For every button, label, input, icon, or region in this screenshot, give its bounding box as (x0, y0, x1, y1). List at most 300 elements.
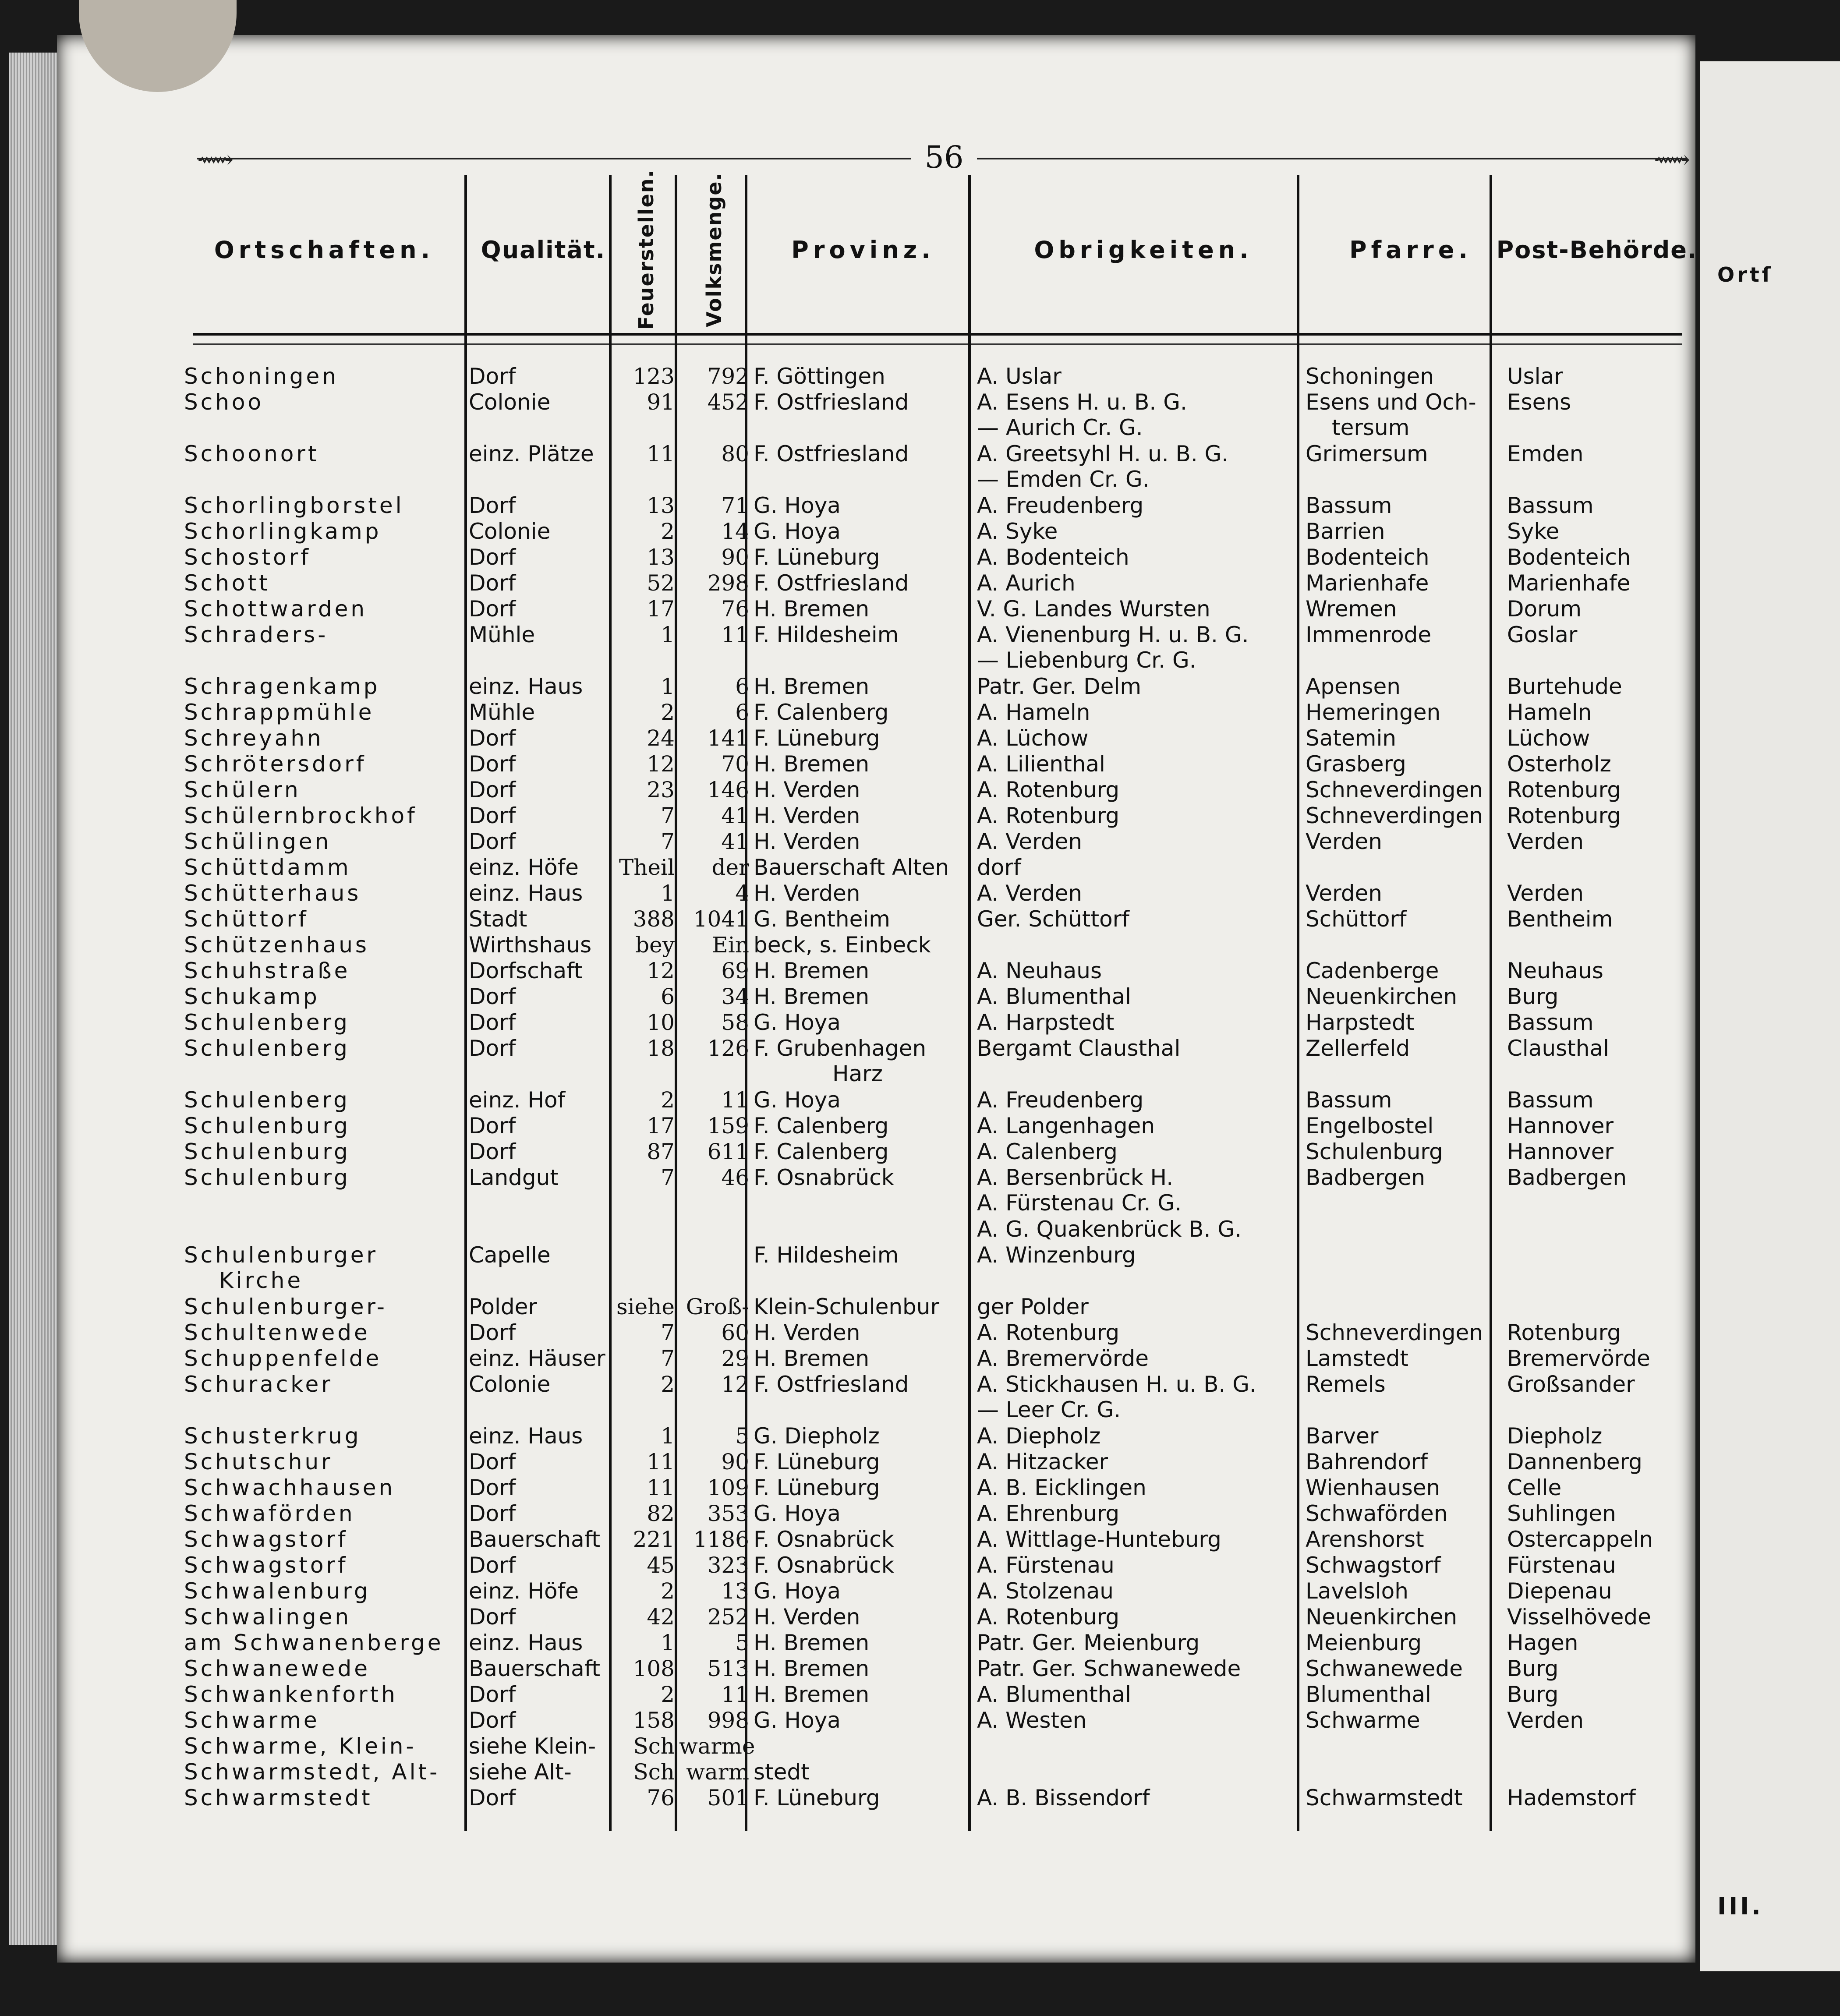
population-cell (679, 1139, 749, 1164)
quality-text: Dorf (469, 1036, 516, 1061)
authority-text: Patr. Ger. Meienburg (977, 1630, 1200, 1655)
population-cell (679, 1553, 749, 1578)
population-cell (679, 1165, 749, 1190)
parish-cell (1306, 1578, 1503, 1604)
authority-text: A. Lilienthal (977, 751, 1105, 777)
place-name-cell (184, 881, 460, 906)
province-cell (754, 622, 973, 647)
parish-text: Bodenteich (1306, 545, 1430, 570)
authority-text: A. Esens H. u. B. G. (977, 389, 1187, 415)
table-row (184, 881, 1691, 906)
hearths-text: 2 (661, 700, 675, 725)
quality-text: Dorf (469, 1010, 516, 1035)
parish-cell (1306, 1320, 1503, 1345)
place-name-text: Schoonort (184, 441, 319, 467)
table-row (184, 1372, 1691, 1423)
province-cell (754, 493, 973, 518)
authority-cell (977, 725, 1301, 751)
parish-cell (1306, 1630, 1503, 1655)
province-text: G. Hoya (754, 1578, 841, 1604)
population-cell (679, 777, 749, 803)
province-cell (754, 906, 973, 932)
hearths-text: 23 (647, 777, 675, 803)
authority-text: A. Harpstedt (977, 1010, 1115, 1035)
population-cell (679, 545, 749, 570)
table-row (184, 493, 1691, 519)
table-row (184, 906, 1691, 932)
authority-text: A. Stolzenau (977, 1578, 1114, 1604)
post-office-text: Marienhafe (1507, 570, 1631, 596)
province-text: G. Hoya (754, 519, 841, 544)
parish-text: Schneverdingen (1306, 803, 1483, 828)
table-row (184, 829, 1691, 855)
place-name-text: Schüttorf (184, 906, 309, 932)
parish-text: Grimersum (1306, 441, 1428, 467)
place-name-cell (184, 777, 460, 803)
place-name-text: Schwachhausen (184, 1475, 396, 1500)
hearths-cell (613, 1372, 675, 1397)
hearths-text: 18 (647, 1036, 675, 1061)
hearths-text: 76 (647, 1785, 675, 1811)
place-name-cell (184, 725, 460, 751)
authority-text: A. Greetsyhl H. u. B. G. (977, 441, 1229, 467)
authority-cell (977, 1087, 1301, 1113)
place-name-text: Schorlingkamp (184, 519, 382, 544)
quality-text: Dorfschaft (469, 958, 583, 983)
parish-cell (1306, 570, 1503, 596)
authority-cell (977, 1165, 1301, 1216)
header-authorities: Obrigkeiten. (1034, 236, 1253, 264)
post-office-cell (1507, 441, 1691, 467)
post-office-cell (1507, 1578, 1691, 1604)
parish-cell (1306, 389, 1503, 440)
post-office-cell (1507, 519, 1691, 544)
table-row (184, 1217, 1691, 1242)
table-row (184, 441, 1691, 493)
hearths-text: 7 (661, 1346, 675, 1371)
quality-text: Capelle (469, 1242, 551, 1268)
hearths-cell (613, 519, 675, 544)
post-office-cell (1507, 1475, 1691, 1500)
province-cell (754, 958, 973, 983)
province-text: H. Bremen (754, 1682, 870, 1707)
place-name-text: Schulenburger (184, 1242, 379, 1268)
table-row (184, 1139, 1691, 1165)
facing-page-header: Ortſ (1717, 263, 1773, 286)
population-cell (679, 1708, 749, 1733)
province-text: Klein-Schulenbur (754, 1294, 939, 1319)
place-name-cell (184, 545, 460, 570)
authority-text: A. Bremervörde (977, 1346, 1149, 1371)
hearths-cell (613, 932, 675, 958)
hearths-cell (613, 1501, 675, 1526)
post-office-cell (1507, 829, 1691, 854)
quality-cell (469, 1553, 609, 1578)
post-office-cell (1507, 751, 1691, 777)
parish-cell (1306, 725, 1503, 751)
quality-cell (469, 1294, 609, 1319)
post-office-text: Fürstenau (1507, 1553, 1616, 1578)
authority-cell (977, 1553, 1301, 1578)
authority-cell (977, 1113, 1301, 1139)
population-text: warme (679, 1733, 755, 1759)
place-name-text: Schwarmstedt (184, 1785, 373, 1811)
post-office-cell (1507, 1527, 1691, 1552)
population-cell (679, 441, 749, 467)
quality-text: Dorf (469, 1449, 516, 1475)
authority-text: Ger. Schüttorf (977, 906, 1129, 932)
population-text: 513 (707, 1656, 749, 1681)
post-office-cell (1507, 725, 1691, 751)
population-text: 109 (707, 1475, 749, 1500)
authority-cell (977, 958, 1301, 983)
authority-cell (977, 493, 1301, 518)
table-row (184, 1630, 1691, 1656)
parish-text: Satemin (1306, 725, 1397, 751)
place-name-cell (184, 855, 460, 880)
population-text: 501 (707, 1785, 749, 1811)
parish-cell (1306, 906, 1503, 932)
table-row (184, 984, 1691, 1010)
authority-cell (977, 1527, 1301, 1552)
place-name-cell (184, 829, 460, 854)
place-name-text: Schuhstraße (184, 958, 350, 983)
post-office-cell (1507, 1113, 1691, 1139)
authority-text: A. Stickhausen H. u. B. G. (977, 1372, 1256, 1397)
hearths-cell (613, 906, 675, 932)
post-office-text: Bassum (1507, 493, 1594, 518)
post-office-text: Ostercappeln (1507, 1527, 1653, 1552)
post-office-text: Hannover (1507, 1139, 1614, 1164)
post-office-cell (1507, 984, 1691, 1009)
parish-cell (1306, 545, 1503, 570)
place-name-text: Schwagstorf (184, 1553, 348, 1578)
post-office-cell (1507, 1630, 1691, 1655)
place-name-cell (184, 1087, 460, 1113)
place-name-text: Schulenburg (184, 1113, 350, 1139)
place-name-cell (184, 1656, 460, 1681)
table-row (184, 1708, 1691, 1733)
place-name-text: Schultenwede (184, 1320, 370, 1345)
population-cell (679, 1346, 749, 1371)
post-office-text: Dorum (1507, 596, 1582, 622)
population-text: 126 (707, 1036, 749, 1061)
place-name-text: Schütterhaus (184, 881, 361, 906)
quality-cell (469, 1372, 609, 1397)
hearths-text: 91 (647, 389, 675, 415)
population-text: 90 (721, 1449, 749, 1475)
authority-cell (977, 1630, 1301, 1655)
post-office-text: Verden (1507, 1708, 1584, 1733)
table-header (188, 169, 1698, 330)
hearths-text: 13 (647, 493, 675, 518)
post-office-cell (1507, 596, 1691, 622)
quality-cell (469, 364, 609, 389)
province-text: H. Bremen (754, 1656, 870, 1681)
table-row (184, 622, 1691, 674)
parish-text: Blumenthal (1306, 1682, 1431, 1707)
header-parish: Pfarre. (1349, 236, 1472, 264)
table-row (184, 570, 1691, 596)
parish-cell (1306, 1449, 1503, 1475)
province-cell (754, 1423, 973, 1449)
population-cell (679, 1475, 749, 1500)
parish-text: Bassum (1306, 1087, 1392, 1113)
parish-cell (1306, 1139, 1503, 1164)
authority-text: A. Rotenburg (977, 1320, 1120, 1345)
authority-cell (977, 1708, 1301, 1733)
authority-text: ger Polder (977, 1294, 1089, 1319)
table-row (184, 1604, 1691, 1630)
quality-text: Landgut (469, 1165, 559, 1190)
authority-text: A. Lüchow (977, 725, 1089, 751)
post-office-text: Clausthal (1507, 1036, 1610, 1061)
province-text: G. Hoya (754, 1501, 841, 1526)
quality-cell (469, 1010, 609, 1035)
place-name-text: Schülernbrockhof (184, 803, 418, 828)
quality-cell (469, 1785, 609, 1811)
quality-text: Mühle (469, 622, 535, 647)
province-text: stedt (754, 1759, 810, 1785)
parish-text: Schwarmstedt (1306, 1785, 1463, 1811)
province-text: G. Hoya (754, 1087, 841, 1113)
parish-text: Schwaförden (1306, 1501, 1448, 1526)
post-office-cell (1507, 1372, 1691, 1397)
province-cell (754, 1604, 973, 1630)
quality-cell (469, 1656, 609, 1681)
quality-cell (469, 1423, 609, 1449)
population-cell (679, 984, 749, 1009)
post-office-text: Syke (1507, 519, 1560, 544)
authority-cell (977, 1449, 1301, 1475)
hearths-cell (613, 1320, 675, 1345)
population-cell (679, 881, 749, 906)
authority-cell (977, 1217, 1301, 1242)
quality-cell (469, 1346, 609, 1371)
parish-cell (1306, 1604, 1503, 1630)
quality-text: Bauerschaft (469, 1527, 601, 1552)
quality-text: Dorf (469, 1604, 516, 1630)
authority-cell (977, 1475, 1301, 1500)
hearths-text: 11 (647, 441, 675, 467)
hearths-cell (613, 441, 675, 467)
hearths-text: 2 (661, 519, 675, 544)
quality-text: Dorf (469, 1553, 516, 1578)
parish-cell (1306, 441, 1503, 467)
population-cell (679, 1501, 749, 1526)
parish-text: Cadenberge (1306, 958, 1439, 983)
parish-text: Wremen (1306, 596, 1397, 622)
hearths-cell (613, 596, 675, 622)
hearths-text: Sch (633, 1759, 675, 1785)
quality-cell (469, 932, 609, 958)
post-office-cell (1507, 1708, 1691, 1733)
facing-page (1700, 61, 1840, 1971)
quality-cell (469, 984, 609, 1009)
place-name-cell (184, 803, 460, 828)
parish-text: Lavelsloh (1306, 1578, 1408, 1604)
authority-text-continued: A. Fürstenau Cr. G. (977, 1190, 1182, 1216)
quality-cell (469, 881, 609, 906)
authority-text-continued: — Emden Cr. G. (977, 467, 1150, 492)
quality-cell (469, 1139, 609, 1164)
quality-text: Dorf (469, 1320, 516, 1345)
quality-cell (469, 1682, 609, 1707)
hearths-text: 108 (633, 1656, 675, 1681)
authority-text-continued: — Leer Cr. G. (977, 1397, 1121, 1422)
place-name-text: Schutschur (184, 1449, 333, 1475)
authority-text-continued: — Aurich Cr. G. (977, 415, 1143, 440)
hearths-text: 7 (661, 803, 675, 828)
province-text: H. Bremen (754, 1630, 870, 1655)
quality-cell (469, 1733, 609, 1759)
quality-text: einz. Hof (469, 1087, 566, 1113)
place-name-cell (184, 519, 460, 544)
province-cell (754, 674, 973, 699)
post-office-text: Uslar (1507, 364, 1563, 389)
hearths-text: 42 (647, 1604, 675, 1630)
population-cell (679, 1372, 749, 1397)
place-name-text: Schostorf (184, 545, 311, 570)
post-office-text: Esens (1507, 389, 1571, 415)
authority-text: A. Aurich (977, 570, 1076, 596)
population-cell (679, 855, 749, 880)
authority-cell (977, 881, 1301, 906)
population-text: 353 (707, 1501, 749, 1526)
parish-cell (1306, 829, 1503, 854)
province-cell (754, 1501, 973, 1526)
table-row (184, 1087, 1691, 1113)
hearths-text: 158 (633, 1708, 675, 1733)
quality-cell (469, 906, 609, 932)
province-cell (754, 1475, 973, 1500)
population-text: 41 (721, 803, 749, 828)
hearths-text: 13 (647, 545, 675, 570)
parish-cell (1306, 984, 1503, 1009)
province-text: F. Calenberg (754, 1113, 889, 1139)
province-cell (754, 855, 973, 880)
population-cell (679, 519, 749, 544)
post-office-cell (1507, 545, 1691, 570)
place-name-cell (184, 1553, 460, 1578)
hearths-cell (613, 674, 675, 699)
population-text: 11 (721, 1682, 749, 1707)
hearths-text: 10 (647, 1010, 675, 1035)
post-office-cell (1507, 1785, 1691, 1811)
parish-text: Schwagstorf (1306, 1553, 1441, 1578)
post-office-text: Suhlingen (1507, 1501, 1616, 1526)
table-row (184, 1320, 1691, 1346)
parish-text: Schulenburg (1306, 1139, 1443, 1164)
parish-cell (1306, 519, 1503, 544)
hearths-cell (613, 1346, 675, 1371)
post-office-cell (1507, 1165, 1691, 1190)
population-cell (679, 493, 749, 518)
post-office-cell (1507, 493, 1691, 518)
population-cell (679, 803, 749, 828)
hearths-text: 1 (661, 674, 675, 699)
population-cell (679, 1656, 749, 1681)
population-cell (679, 1036, 749, 1061)
hearths-text: bey (635, 932, 675, 958)
parish-cell (1306, 1036, 1503, 1061)
post-office-cell (1507, 1010, 1691, 1035)
population-text: 298 (707, 570, 749, 596)
hearths-cell (613, 1036, 675, 1061)
parish-text: Engelbostel (1306, 1113, 1434, 1139)
province-cell (754, 777, 973, 803)
quality-text: Dorf (469, 1682, 516, 1707)
hearths-text: 11 (647, 1449, 675, 1475)
post-office-text: Diepholz (1507, 1423, 1603, 1449)
province-cell (754, 1682, 973, 1707)
population-text: 71 (721, 493, 749, 518)
authority-text: A. Hitzacker (977, 1449, 1108, 1475)
parish-cell (1306, 622, 1503, 647)
place-name-cell (184, 1423, 460, 1449)
authority-cell (977, 389, 1301, 440)
province-text: F. Lüneburg (754, 725, 880, 751)
quality-cell (469, 725, 609, 751)
authority-text: A. Fürstenau (977, 1553, 1115, 1578)
place-name-cell (184, 751, 460, 777)
post-office-cell (1507, 1139, 1691, 1164)
hearths-cell (613, 855, 675, 880)
table-row (184, 855, 1691, 881)
table-row (184, 1449, 1691, 1475)
parish-text: Barrien (1306, 519, 1385, 544)
hearths-text: 2 (661, 1578, 675, 1604)
province-cell (754, 1656, 973, 1681)
hearths-text: 2 (661, 1682, 675, 1707)
quality-cell (469, 700, 609, 725)
authority-cell (977, 1320, 1301, 1345)
population-text: 34 (721, 984, 749, 1009)
place-name-text: Schuppenfelde (184, 1346, 382, 1371)
quality-cell (469, 1604, 609, 1630)
quality-cell (469, 1320, 609, 1345)
table-row (184, 1759, 1691, 1785)
province-text: F. Ostfriesland (754, 1372, 909, 1397)
quality-text: Dorf (469, 1139, 516, 1164)
quality-cell (469, 1165, 609, 1190)
header-population: Volksmenge. (702, 172, 726, 327)
authority-cell (977, 1294, 1301, 1319)
parish-cell (1306, 803, 1503, 828)
hearths-cell (613, 1759, 675, 1785)
post-office-cell (1507, 1320, 1691, 1345)
quality-text: einz. Haus (469, 1423, 583, 1449)
post-office-text: Verden (1507, 829, 1584, 854)
quality-text: Colonie (469, 389, 551, 415)
quality-text: Mühle (469, 700, 535, 725)
population-cell (679, 1604, 749, 1630)
table-row (184, 1010, 1691, 1036)
hearths-text: 1 (661, 1630, 675, 1655)
quality-text: Bauerschaft (469, 1656, 601, 1681)
population-text: 611 (707, 1139, 749, 1164)
hearths-cell (613, 622, 675, 647)
province-cell (754, 751, 973, 777)
post-office-cell (1507, 1682, 1691, 1707)
quality-cell (469, 1036, 609, 1061)
table-row (184, 803, 1691, 829)
post-office-cell (1507, 1553, 1691, 1578)
province-cell (754, 1113, 973, 1139)
post-office-text: Hagen (1507, 1630, 1578, 1655)
facing-page-signature: III. (1717, 1892, 1763, 1920)
parish-cell (1306, 700, 1503, 725)
